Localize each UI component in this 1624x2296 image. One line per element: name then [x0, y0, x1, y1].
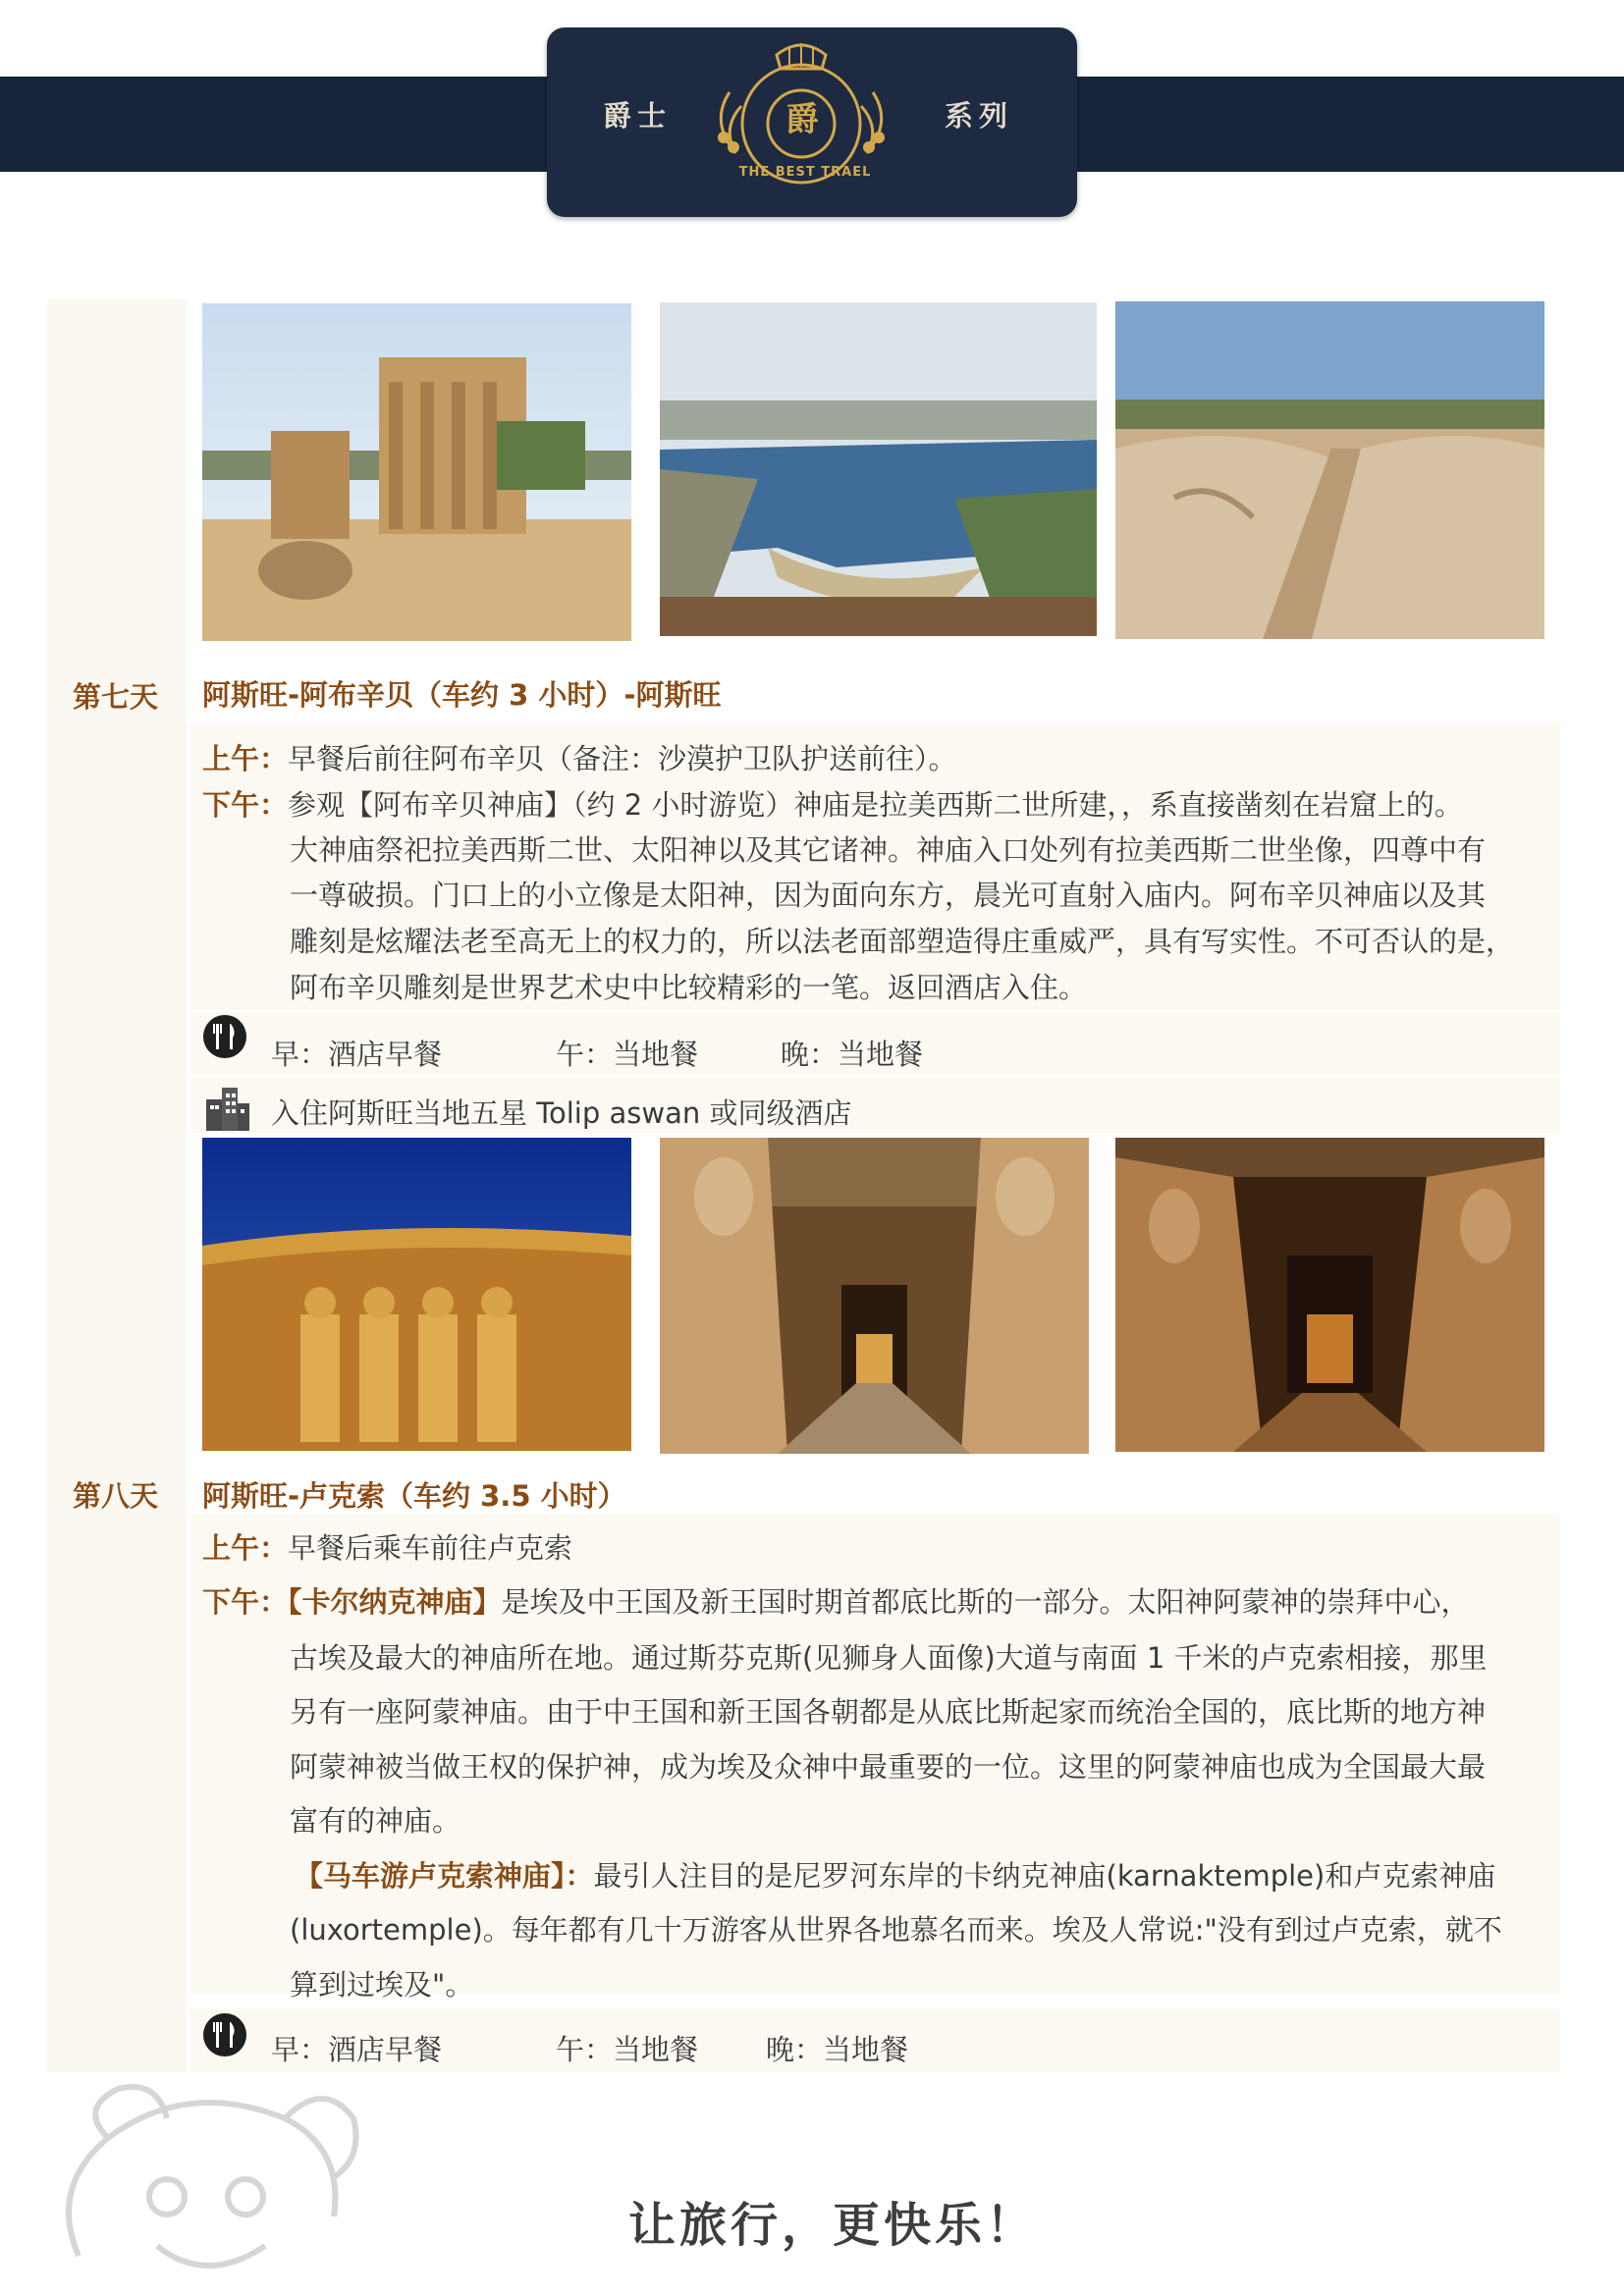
day8-morning-text: 早餐后乘车前往卢克索: [288, 1531, 573, 1565]
photo-unfinished-obelisk: [1115, 301, 1544, 639]
day8-afternoon-line5: 富有的神庙。: [290, 1804, 461, 1838]
day8-afternoon-line1: [202, 1579, 1557, 1625]
day8-morning-label: 上午：: [202, 1531, 289, 1565]
day8-dinner: 晚：当地餐: [766, 2033, 909, 2066]
day8-afternoon-label: 下午：: [202, 1585, 289, 1619]
brand-left-text: 爵士: [603, 99, 673, 133]
day7-afternoon-line4: 雕刻是炫耀法老至高无上的权力的，所以法老面部塑造得庄重威严，具有写实性。不可否认的是，: [290, 925, 1515, 958]
day8-breakfast: 早：酒店早餐: [271, 2033, 443, 2066]
day7-morning-label: 上午：: [202, 742, 289, 775]
day8-carriage-line2: (luxortemple)。每年都有几十万游客从世界各地慕名而来。埃及人常说:"没有到过卢克索，就不: [290, 1913, 1502, 1947]
day8-afternoon-line3: 另有一座阿蒙神庙。由于中王国和新王国各朝都是从底比斯起家而统治全国的，底比斯的地方神: [290, 1695, 1487, 1729]
day7-afternoon-line3: 一尊破损。门口上的小立像是太阳神，因为面向东方，晨光可直射入庙内。阿布辛贝神庙以及其: [290, 879, 1487, 912]
footer-slogan: 让旅行，更快乐！: [628, 2198, 1038, 2253]
day7-breakfast: 早：酒店早餐: [271, 1038, 443, 1071]
meal-icon: [202, 2012, 247, 2057]
day7-morning: [202, 736, 1557, 781]
meal-icon: [202, 1014, 247, 1059]
day8-label: 第八天: [73, 1479, 159, 1513]
day8-morning: [202, 1525, 1557, 1571]
day8-lunch: 午：当地餐: [556, 2033, 699, 2066]
day7-morning-text: 早餐后前往阿布辛贝（备注：沙漠护卫队护送前往）。: [288, 742, 957, 775]
day7-route-title: 阿斯旺-阿布辛贝（车约 3 小时）-阿斯旺: [202, 678, 722, 712]
photo-nile-aswan: [660, 302, 1097, 636]
brand-crest-motto: THE BEST TRAEL: [738, 165, 872, 180]
day8-karnak-heading: 【卡尔纳克神庙】: [288, 1585, 502, 1619]
day7-afternoon-line2: 大神庙祭祀拉美西斯二世、太阳神以及其它诸神。神庙入口处列有拉美西斯二世坐像，四尊中有: [290, 833, 1487, 867]
day7-afternoon-line1: [202, 782, 1557, 828]
day8-carriage-text: 最引人注目的是尼罗河东岸的卡纳克神庙(karnaktemple)和卢克索神庙: [593, 1859, 1496, 1893]
day7-afternoon-line5: 阿布辛贝雕刻是世界艺术史中比较精彩的一笔。返回酒店入住。: [290, 971, 1088, 1004]
day7-afternoon-label: 下午：: [202, 788, 289, 822]
day8-carriage-line3: 算到过埃及"。: [290, 1968, 474, 2002]
day7-afternoon-text: 参观【阿布辛贝神庙】（约 2 小时游览）神庙是拉美西斯二世所建，，系直接凿刻在岩窟上的。: [288, 788, 1463, 822]
day8-carriage-line1: [295, 1854, 1566, 1895]
day8-route-title: 阿斯旺-卢克索（车约 3.5 小时）: [202, 1479, 626, 1513]
mascot-watermark: [39, 2069, 393, 2295]
photo-abu-simbel-facade: [202, 1138, 631, 1451]
hotel-icon: [204, 1086, 251, 1131]
day8-afternoon-text: 是埃及中王国及新王国时期首都底比斯的一部分。太阳神阿蒙神的崇拜中心，: [501, 1585, 1470, 1619]
photo-abu-simbel-statues: [1115, 1138, 1544, 1452]
day7-hotel-text: 入住阿斯旺当地五星 Tolip aswan 或同级酒店: [271, 1096, 852, 1130]
day7-dinner: 晚：当地餐: [781, 1038, 924, 1071]
day8-afternoon-line2: 古埃及最大的神庙所在地。通过斯芬克斯(见狮身人面像)大道与南面 1 千米的卢克索相接，那里: [290, 1641, 1488, 1675]
photo-philae-kiosk: [202, 303, 631, 641]
day-column: [47, 299, 187, 2072]
day7-label: 第七天: [73, 680, 159, 714]
day8-afternoon-line4: 阿蒙神被当做王权的保护神，成为埃及众神中最重要的一位。这里的阿蒙神庙也成为全国最大最: [290, 1750, 1487, 1784]
day7-lunch: 午：当地餐: [556, 1038, 699, 1071]
photo-abu-simbel-hall: [660, 1138, 1089, 1454]
brand-right-text: 系列: [945, 99, 1014, 133]
brand-crest-character: 爵: [785, 100, 819, 139]
day8-carriage-heading: 【马车游卢克索神庙】：: [295, 1859, 594, 1893]
